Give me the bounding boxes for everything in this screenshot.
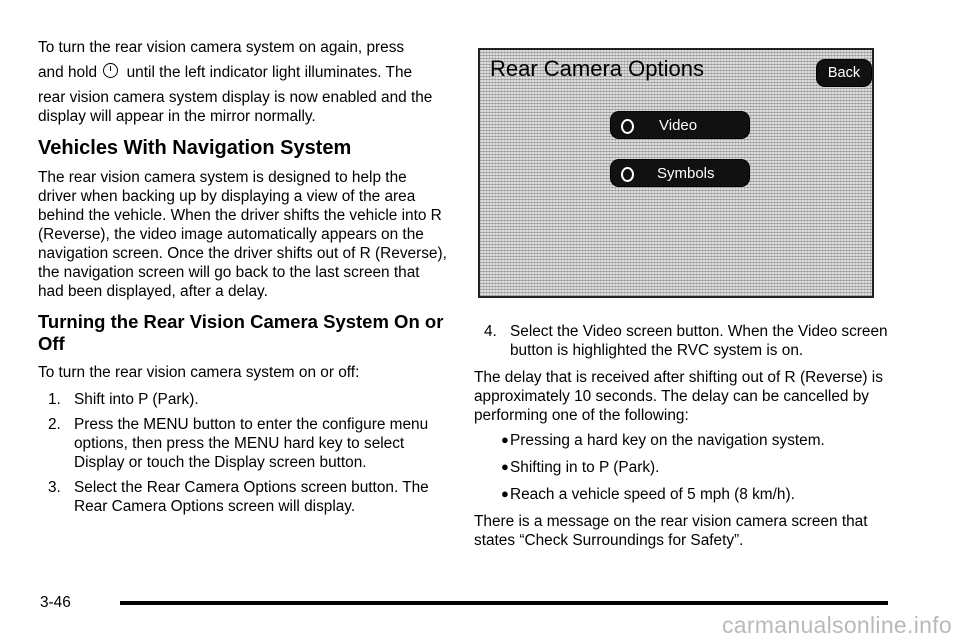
bullet-text: Shifting in to P (Park). bbox=[510, 459, 660, 476]
watermark: carmanualsonline.info bbox=[721, 612, 952, 638]
on-off-intro: To turn the rear vision camera system on or off: bbox=[38, 364, 360, 381]
step-4 bbox=[474, 322, 894, 360]
bullet-dot: ● bbox=[501, 432, 509, 447]
navigation-paragraph: The rear vision camera system is designed to help the driver when backing up by displaying a view of the area behind the vehicle. When the driver shifts the vehicle into R (Reverse), the video image automatically appears on the navigation screen. Once the driver shifts out of R (Reverse), the navigation screen will go back to the last screen that had been displayed, after a delay. bbox=[38, 169, 447, 300]
step-text: Select the Rear Camera Options screen button. The Rear Camera Options screen will display. bbox=[74, 479, 429, 515]
heading-navigation: Vehicles With Navigation System bbox=[38, 137, 352, 159]
step-number: 3. bbox=[48, 479, 61, 496]
step-text: Press the MENU button to enter the configure menu options, then press the MENU hard key to select Display or touch the Display screen button. bbox=[74, 416, 429, 471]
step-number: 2. bbox=[48, 416, 61, 433]
step-text: Shift into P (Park). bbox=[74, 391, 199, 408]
intro-post-icon: until the left indicator light illuminates. The bbox=[126, 64, 413, 81]
bullet-item bbox=[474, 485, 894, 504]
intro-rest: rear vision camera system display is now enabled and the display will appear in the mirror normally. bbox=[38, 89, 433, 125]
step-1 bbox=[38, 390, 448, 409]
step-text: Select the Video screen button. When the Video screen button is highlighted the RVC system is on. bbox=[510, 323, 888, 359]
message-paragraph: There is a message on the rear vision camera screen that states “Check Surroundings for Safety”. bbox=[474, 513, 868, 549]
bullet-item bbox=[474, 458, 894, 477]
rear-camera-options-screen bbox=[478, 48, 874, 298]
page-number: 3-46 bbox=[40, 594, 71, 611]
symbols-button[interactable] bbox=[610, 159, 750, 187]
footer-rule bbox=[120, 601, 888, 605]
step-number: 4. bbox=[484, 323, 497, 340]
bullet-text: Reach a vehicle speed of 5 mph (8 km/h). bbox=[510, 486, 795, 503]
bullet-dot: ● bbox=[501, 459, 509, 474]
screen-title: Rear Camera Options bbox=[490, 56, 704, 81]
bullet-item bbox=[474, 431, 894, 450]
intro-line-2 bbox=[38, 63, 448, 82]
video-label: Video bbox=[659, 117, 698, 134]
heading-turning-on-off: Turning the Rear Vision Camera System On or Off bbox=[38, 311, 444, 354]
left-column bbox=[38, 38, 448, 522]
delay-paragraph: The delay that is received after shifting out of R (Reverse) is approximately 10 seconds. The delay can be cancelled by performing one of the following: bbox=[474, 369, 883, 424]
video-button[interactable] bbox=[610, 111, 750, 139]
step-3 bbox=[38, 478, 448, 516]
back-button[interactable]: Back bbox=[816, 59, 872, 87]
radio-icon bbox=[621, 167, 634, 182]
radio-icon bbox=[621, 119, 634, 134]
step-2 bbox=[38, 415, 448, 472]
step-number: 1. bbox=[48, 391, 61, 408]
symbols-label: Symbols bbox=[657, 165, 715, 182]
right-column bbox=[474, 322, 894, 550]
intro-line-1: To turn the rear vision camera system on again, press bbox=[38, 39, 405, 56]
bullet-dot: ● bbox=[501, 486, 509, 501]
camera-power-icon bbox=[103, 63, 118, 78]
bullet-text: Pressing a hard key on the navigation system. bbox=[510, 432, 825, 449]
intro-pre-icon: and hold bbox=[38, 64, 98, 81]
